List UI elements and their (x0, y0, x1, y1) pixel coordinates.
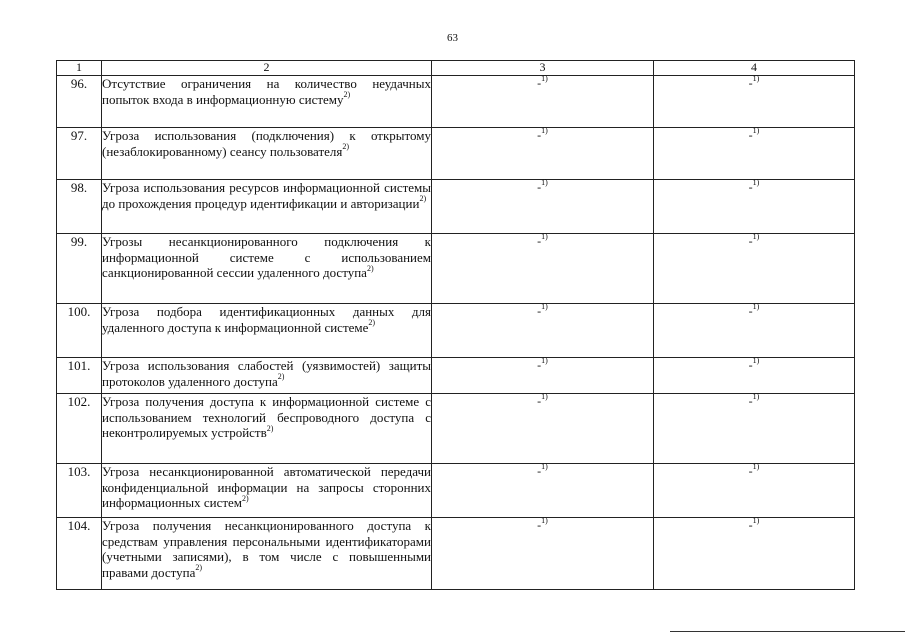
column-4-value: -$^{1)}$ (654, 304, 855, 358)
column-3-value: -$^{1)}$ (432, 180, 654, 234)
row-number: 98. (57, 180, 102, 234)
column-4-value: -$^{1)}$ (654, 234, 855, 304)
threats-table (56, 60, 855, 590)
column-header-4: 4 (654, 61, 855, 76)
threat-description: Угроза использования (подключения) к открытому (незаблокированному) сеансу пользователя$^{2)}$ (102, 128, 432, 180)
table-row (57, 128, 855, 180)
column-3-value: -$^{1)}$ (432, 464, 654, 518)
table-row (57, 394, 855, 464)
column-3-value: -$^{1)}$ (432, 128, 654, 180)
footnote-mark: 2) (342, 142, 350, 152)
row-number: 102. (57, 394, 102, 464)
row-number: 100. (57, 304, 102, 358)
row-number: 99. (57, 234, 102, 304)
column-4-value: -$^{1)}$ (654, 464, 855, 518)
column-3-value: -$^{1)}$ (432, 518, 654, 590)
footnote-mark: 2) (366, 263, 374, 273)
threat-description: Угроза получения доступа к информационной системе с использованием технологий беспроводного доступа с неконтролируемых устройств$^{2)}$ (102, 394, 432, 464)
row-number: 101. (57, 358, 102, 394)
footnote-mark: 2) (419, 194, 427, 204)
footnote-separator-line (670, 631, 905, 632)
column-4-value: -$^{1)}$ (654, 76, 855, 128)
row-number: 97. (57, 128, 102, 180)
column-4-value: -$^{1)}$ (654, 180, 855, 234)
table-row (57, 76, 855, 128)
table-row (57, 358, 855, 394)
table-row (57, 464, 855, 518)
column-3-value: -$^{1)}$ (432, 304, 654, 358)
column-header-2: 2 (102, 61, 432, 76)
column-3-value: -$^{1)}$ (432, 394, 654, 464)
table-row (57, 180, 855, 234)
column-header-3: 3 (432, 61, 654, 76)
column-3-value: -$^{1)}$ (432, 76, 654, 128)
footnote-mark: 2) (266, 423, 274, 433)
table-header-row (57, 61, 855, 76)
threat-description: Угроза использования ресурсов информационной системы до прохождения процедур идентификации и авторизации$^{2)}$ (102, 180, 432, 234)
footnote-mark: 2) (242, 493, 249, 503)
table-row (57, 518, 855, 590)
threat-description: Угрозы несанкционированного подключения к информационной системе с использованием санкционированной сессии удаленного доступа$^{2)}$ (102, 234, 432, 304)
column-3-value: -$^{1)}$ (432, 358, 654, 394)
row-number: 96. (57, 76, 102, 128)
threat-description: Угроза подбора идентификационных данных для удаленного доступа к информационной системе$^{2)}$ (102, 304, 432, 358)
column-4-value: -$^{1)}$ (654, 358, 855, 394)
table-row (57, 234, 855, 304)
threat-description: Угроза использования слабостей (уязвимостей) защиты протоколов удаленного доступа$^{2)}$ (102, 358, 432, 394)
footnote-mark: 2) (277, 372, 285, 382)
footnote-mark: 2) (368, 318, 376, 328)
table-row (57, 304, 855, 358)
column-4-value: -$^{1)}$ (654, 518, 855, 590)
footnote-mark: 2) (195, 563, 203, 573)
threat-description: Угроза получения несанкционированного доступа к средствам управления персональными идентификаторами (учетными записями), в том числе с повышенными правами доступа$^{2)}$ (102, 518, 432, 590)
row-number: 104. (57, 518, 102, 590)
column-4-value: -$^{1)}$ (654, 394, 855, 464)
page-number: 63 (447, 32, 458, 44)
column-header-1: 1 (57, 61, 102, 76)
footnote-mark: 2) (343, 90, 351, 100)
column-3-value: -$^{1)}$ (432, 234, 654, 304)
row-number: 103. (57, 464, 102, 518)
column-4-value: -$^{1)}$ (654, 128, 855, 180)
threat-description: Отсутствие ограничения на количество неудачных попыток входа в информационную систему$^{2)}$ (102, 76, 432, 128)
threat-description: Угроза несанкционированной автоматической передачи конфиденциальной информации на запросы сторонних информационных систем$^{2)}$ (102, 464, 432, 518)
